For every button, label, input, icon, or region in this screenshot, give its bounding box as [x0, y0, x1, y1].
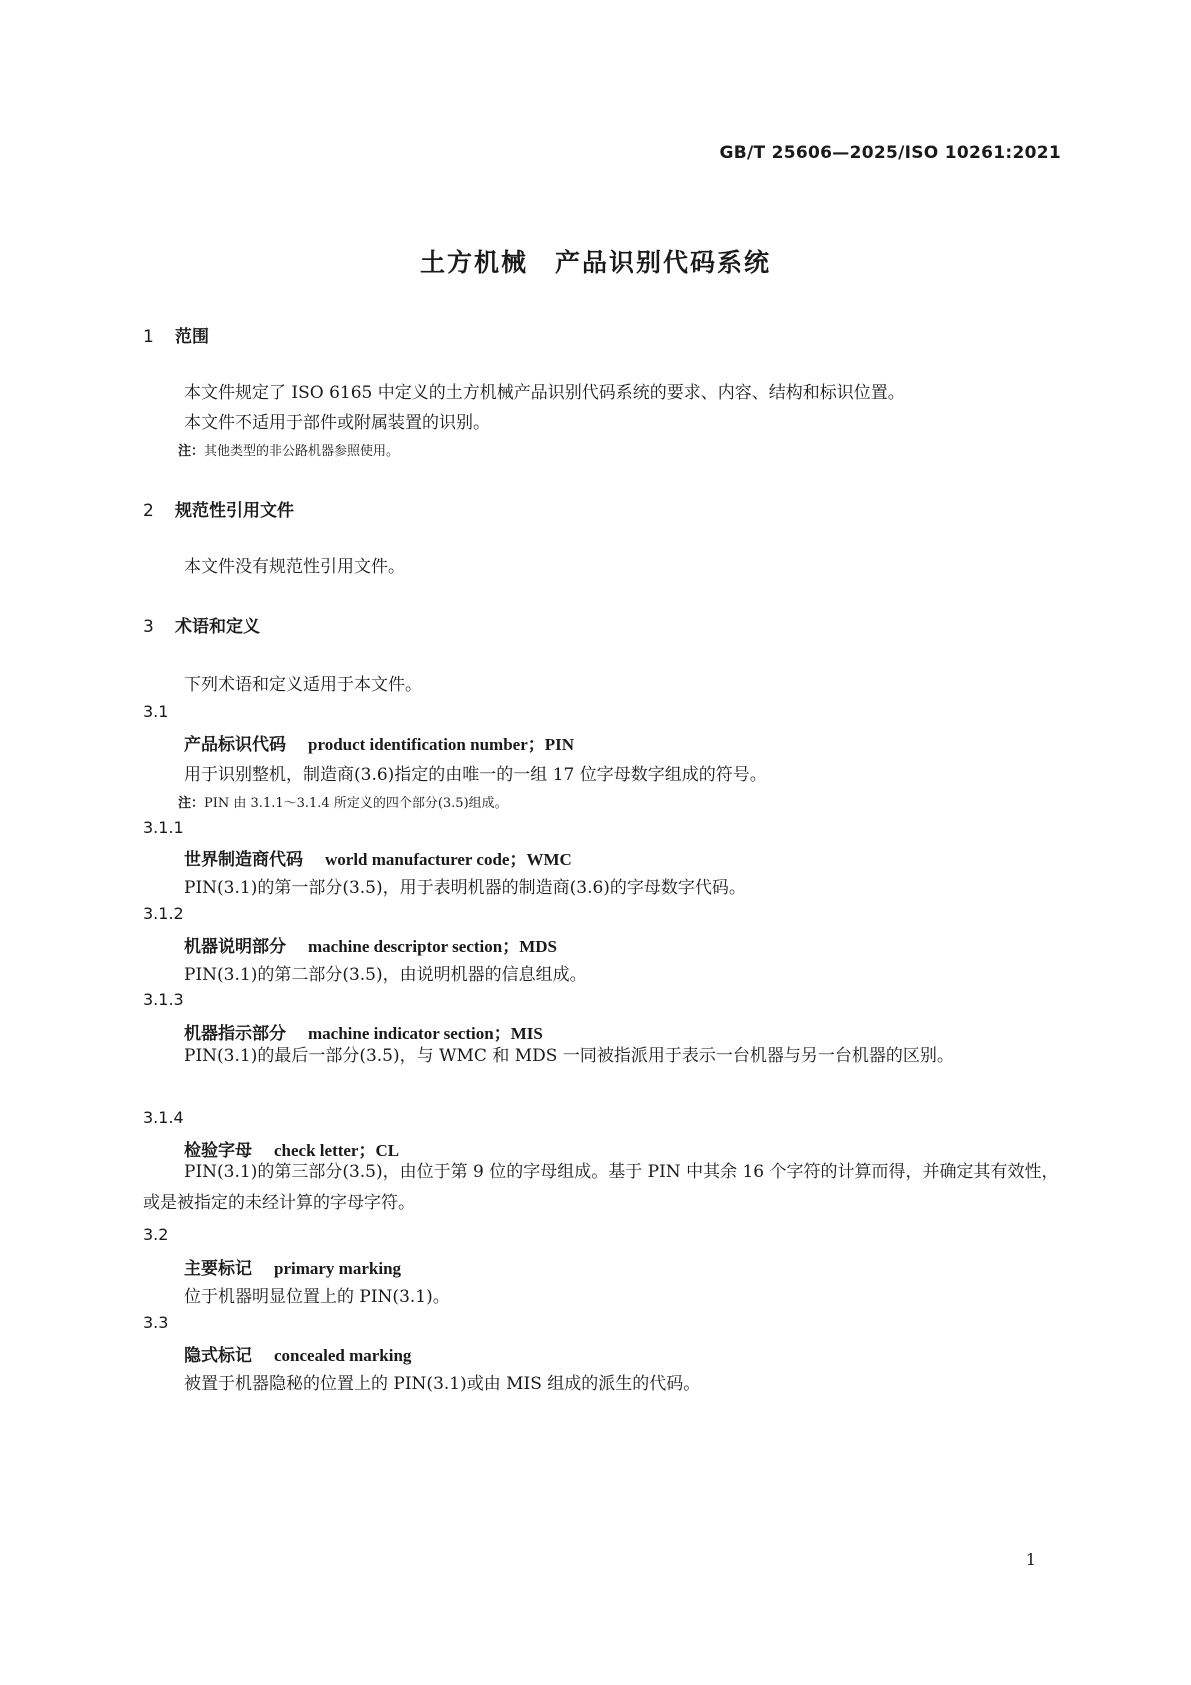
- section-number: 3: [143, 617, 154, 637]
- term-cn: 检验字母: [184, 1141, 252, 1161]
- standard-number: GB/T 25606—2025/ISO 10261:2021: [719, 143, 1061, 163]
- clause-number-3-1-2: 3.1.2: [143, 904, 184, 923]
- section-heading-scope: [143, 322, 209, 347]
- term-cn: 机器指示部分: [184, 1024, 286, 1044]
- definition-3-1-2: PIN(3.1)的第二部分(3.5)，由说明机器的信息组成。: [184, 965, 587, 985]
- term-en: concealed marking: [274, 1346, 412, 1365]
- clause-number-3-1-1: 3.1.1: [143, 818, 184, 837]
- term-en: product identification number；PIN: [308, 735, 575, 754]
- term-cn: 主要标记: [184, 1259, 252, 1279]
- definition-3-2: 位于机器明显位置上的 PIN(3.1)。: [184, 1287, 450, 1307]
- term-3-2: [184, 1254, 401, 1279]
- term-en: machine descriptor section；MDS: [308, 937, 557, 956]
- term-en: machine indicator section；MIS: [308, 1024, 543, 1043]
- note-text: 其他类型的非公路机器参照使用。: [204, 444, 400, 459]
- definition-3-3: 被置于机器隐秘的位置上的 PIN(3.1)或由 MIS 组成的派生的代码。: [184, 1374, 701, 1394]
- section-title: 术语和定义: [175, 617, 260, 637]
- clause-number-3-1-3: 3.1.3: [143, 990, 184, 1009]
- term-cn: 产品标识代码: [184, 735, 286, 755]
- term-3-1-1: [184, 845, 572, 870]
- normative-paragraph: 本文件没有规范性引用文件。: [184, 557, 405, 577]
- term-cn: 世界制造商代码: [184, 850, 303, 870]
- definition-3-1-4: PIN(3.1)的第三部分(3.5)，由位于第 9 位的字母组成。基于 PIN 中其余 16 个字符的计算而得，并确定其有效性，或是被指定的未经计算的字母字符。: [143, 1162, 1059, 1213]
- term-cn: 机器说明部分: [184, 937, 286, 957]
- section-number: 1: [143, 327, 154, 347]
- scope-note: [178, 440, 399, 459]
- definition-3-1-3: PIN(3.1)的最后一部分(3.5)，与 WMC 和 MDS 一同被指派用于表示一台机器与另一台机器的区别。: [184, 1046, 954, 1066]
- note-3-1: [178, 792, 508, 811]
- term-en: world manufacturer code；WMC: [325, 850, 572, 869]
- term-3-1-2: [184, 932, 557, 957]
- term-en: primary marking: [274, 1259, 402, 1278]
- scope-paragraph-1: 本文件规定了 ISO 6165 中定义的土方机械产品识别代码系统的要求、内容、结构和标识位置。: [184, 383, 905, 403]
- definition-3-1-1: PIN(3.1)的第一部分(3.5)，用于表明机器的制造商(3.6)的字母数字代码。: [184, 878, 746, 898]
- section-title: 范围: [175, 327, 209, 347]
- section-number: 2: [143, 501, 154, 521]
- scope-paragraph-2: 本文件不适用于部件或附属装置的识别。: [184, 413, 490, 433]
- term-3-3: [184, 1341, 411, 1366]
- definition-3-1: 用于识别整机，制造商(3.6)指定的由唯一的一组 17 位字母数字组成的符号。: [184, 765, 767, 785]
- section-title: 规范性引用文件: [175, 501, 294, 521]
- note-label: 注：: [178, 444, 205, 459]
- document-title: 土方机械 产品识别代码系统: [419, 248, 771, 277]
- terms-intro: 下列术语和定义适用于本文件。: [184, 675, 422, 695]
- note-label: 注：: [178, 796, 205, 811]
- section-heading-normative: [143, 496, 294, 521]
- clause-number-3-2: 3.2: [143, 1225, 169, 1244]
- note-text: PIN 由 3.1.1～3.1.4 所定义的四个部分(3.5)组成。: [204, 796, 508, 811]
- page-number: 1: [1025, 1550, 1036, 1569]
- term-3-1: [184, 730, 574, 755]
- section-heading-terms: [143, 612, 260, 637]
- clause-number-3-1-4: 3.1.4: [143, 1108, 184, 1127]
- clause-number-3-3: 3.3: [143, 1313, 169, 1332]
- term-en: check letter；CL: [274, 1141, 400, 1160]
- clause-number-3-1: 3.1: [143, 702, 169, 721]
- term-cn: 隐式标记: [184, 1346, 252, 1366]
